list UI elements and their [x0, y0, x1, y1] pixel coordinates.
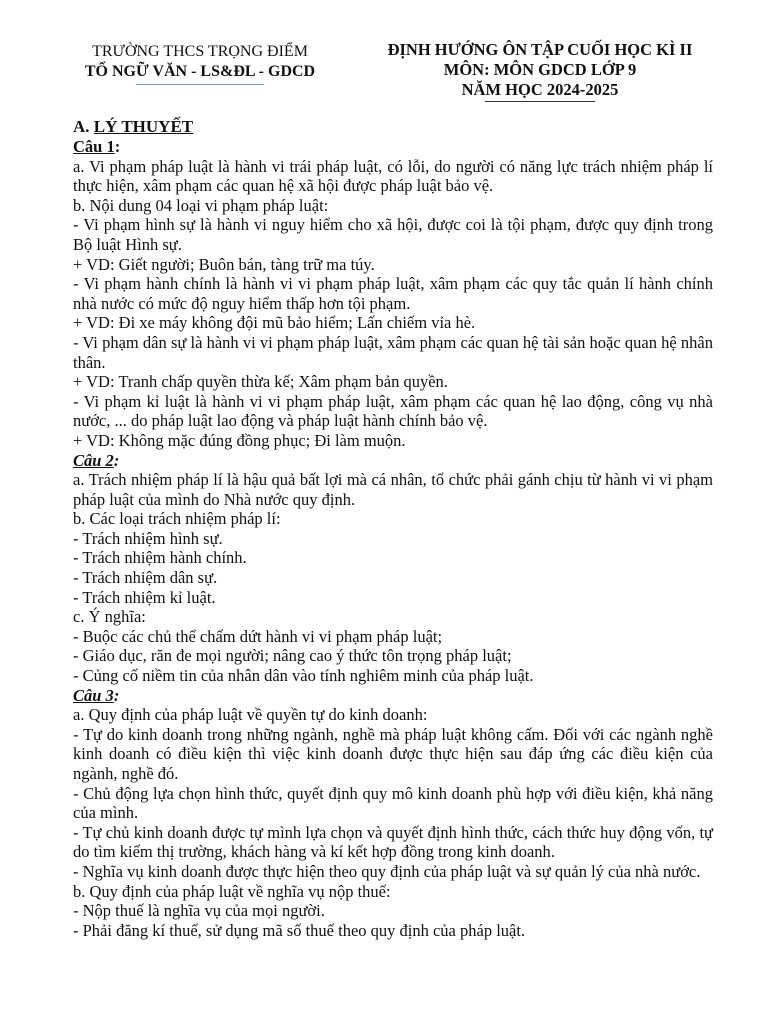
- paragraph: + VD: Tranh chấp quyền thừa kế; Xâm phạm bản quyền.: [73, 372, 448, 392]
- paragraph: b. Các loại trách nhiệm pháp lí:: [73, 509, 281, 529]
- question-heading: [73, 137, 713, 157]
- paragraph: a. Trách nhiệm pháp lí là hậu quả bất lợi mà cá nhân, tổ chức phải gánh chịu từ hành vi vi phạm pháp luật của mình do Nhà nước quy định.: [73, 470, 713, 509]
- subject-line: MÔN: MÔN GDCD LỚP 9: [443, 60, 637, 79]
- paragraph: b. Nội dung 04 loại vi phạm pháp luật:: [73, 195, 329, 215]
- school-year: NĂM HỌC 2024-2025: [461, 80, 619, 99]
- header-left-divider: [136, 84, 264, 85]
- paragraph: a. Quy định của pháp luật về quyền tự do kinh doanh:: [73, 705, 428, 725]
- question-label: Câu 2: [73, 450, 114, 470]
- header-right-divider: [485, 101, 595, 102]
- document-title: ĐỊNH HƯỚNG ÔN TẬP CUỐI HỌC KÌ II: [387, 40, 693, 59]
- section-title: LÝ THUYẾT: [93, 117, 194, 136]
- section-letter: A.: [73, 117, 94, 136]
- paragraph: c. Ý nghĩa:: [73, 607, 146, 627]
- question-label: Câu 1: [73, 137, 115, 156]
- paragraph: - Phải đăng kí thuế, sử dụng mã số thuế theo quy định của pháp luật.: [73, 920, 526, 940]
- header-right: [370, 40, 710, 102]
- paragraph: - Trách nhiệm dân sự.: [73, 568, 218, 588]
- question-heading: [73, 686, 713, 706]
- school-name: TRƯỜNG THCS TRỌNG ĐIỂM: [92, 43, 308, 60]
- paragraph: - Tự do kinh doanh trong những ngành, nghề mà pháp luật không cấm. Đối với các ngành nghề kinh doanh có điều kiện thì việc kinh doanh được thực hiện sau đáp ứng các điều kiện của ngành, nghề đó.: [73, 724, 713, 783]
- paragraph: - Củng cố niềm tin của nhân dân vào tính nghiêm minh của pháp luật.: [73, 666, 534, 686]
- question-label: Câu 3: [73, 685, 114, 705]
- document-body: [73, 117, 713, 940]
- document-header: [0, 40, 768, 110]
- paragraph: - Trách nhiệm hình sự.: [73, 528, 223, 548]
- paragraph: - Vi phạm kỉ luật là hành vi vi phạm pháp luật, xâm phạm các quan hệ lao động, công vụ nhà nước, ... do pháp luật lao động và pháp luật hành chính bảo vệ.: [73, 391, 713, 431]
- paragraph: - Nộp thuế là nghĩa vụ của mọi người.: [73, 901, 325, 921]
- paragraph: - Nghĩa vụ kinh doanh được thực hiện theo quy định của pháp luật và sự quản lý của nhà nước.: [73, 861, 701, 881]
- paragraph: - Giáo dục, răn đe mọi người; nâng cao ý thức tôn trọng pháp luật;: [73, 646, 512, 666]
- paragraph: - Trách nhiệm kỉ luật.: [73, 587, 216, 607]
- paragraph: a. Vi phạm pháp luật là hành vi trái pháp luật, có lỗi, do người có năng lực trách nhiệm pháp lí thực hiện, xâm phạm các quan hệ xã hội được pháp luật bảo vệ.: [73, 156, 713, 196]
- paragraph: + VD: Đi xe máy không đội mũ bảo hiểm; Lấn chiếm vỉa hè.: [73, 313, 476, 333]
- paragraph: - Vi phạm dân sự là hành vi vi phạm pháp luật, xâm phạm các quan hệ tài sản hoặc quan hệ nhân thân.: [73, 332, 713, 372]
- paragraph: b. Quy định của pháp luật về nghĩa vụ nộp thuế:: [73, 881, 391, 901]
- department-name: TỔ NGỮ VĂN - LS&ĐL - GDCD: [84, 63, 316, 80]
- paragraph: - Trách nhiệm hành chính.: [73, 548, 247, 568]
- paragraph: + VD: Giết người; Buôn bán, tàng trữ ma túy.: [73, 254, 375, 274]
- question-colon: :: [113, 450, 120, 470]
- paragraph: - Tự chủ kinh doanh được tự mình lựa chọn và quyết định hình thức, cách thức huy động vốn, tự do tìm kiếm thị trường, khách hàng và kí kết hợp đồng trong kinh doanh.: [73, 822, 713, 862]
- section-heading: [73, 117, 713, 137]
- question-colon: :: [113, 685, 120, 705]
- question-heading: [73, 451, 713, 471]
- paragraph: - Vi phạm hình sự là hành vi nguy hiểm cho xã hội, được coi là tội phạm, được quy định trong Bộ luật Hình sự.: [73, 215, 713, 254]
- paragraph: - Chủ động lựa chọn hình thức, quyết định quy mô kinh doanh phù hợp với điều kiện, khả năng của mình.: [73, 783, 713, 823]
- paragraph: - Buộc các chủ thể chấm dứt hành vi vi phạm pháp luật;: [73, 626, 443, 646]
- paragraph: + VD: Không mặc đúng đồng phục; Đi làm muộn.: [73, 430, 406, 450]
- question-colon: :: [114, 137, 121, 156]
- paragraph: - Vi phạm hành chính là hành vi vi phạm pháp luật, xâm phạm các quy tắc quản lí hành chính nhà nước có mức độ nguy hiểm thấp hơn tội phạm.: [73, 274, 713, 313]
- header-left: [60, 40, 340, 85]
